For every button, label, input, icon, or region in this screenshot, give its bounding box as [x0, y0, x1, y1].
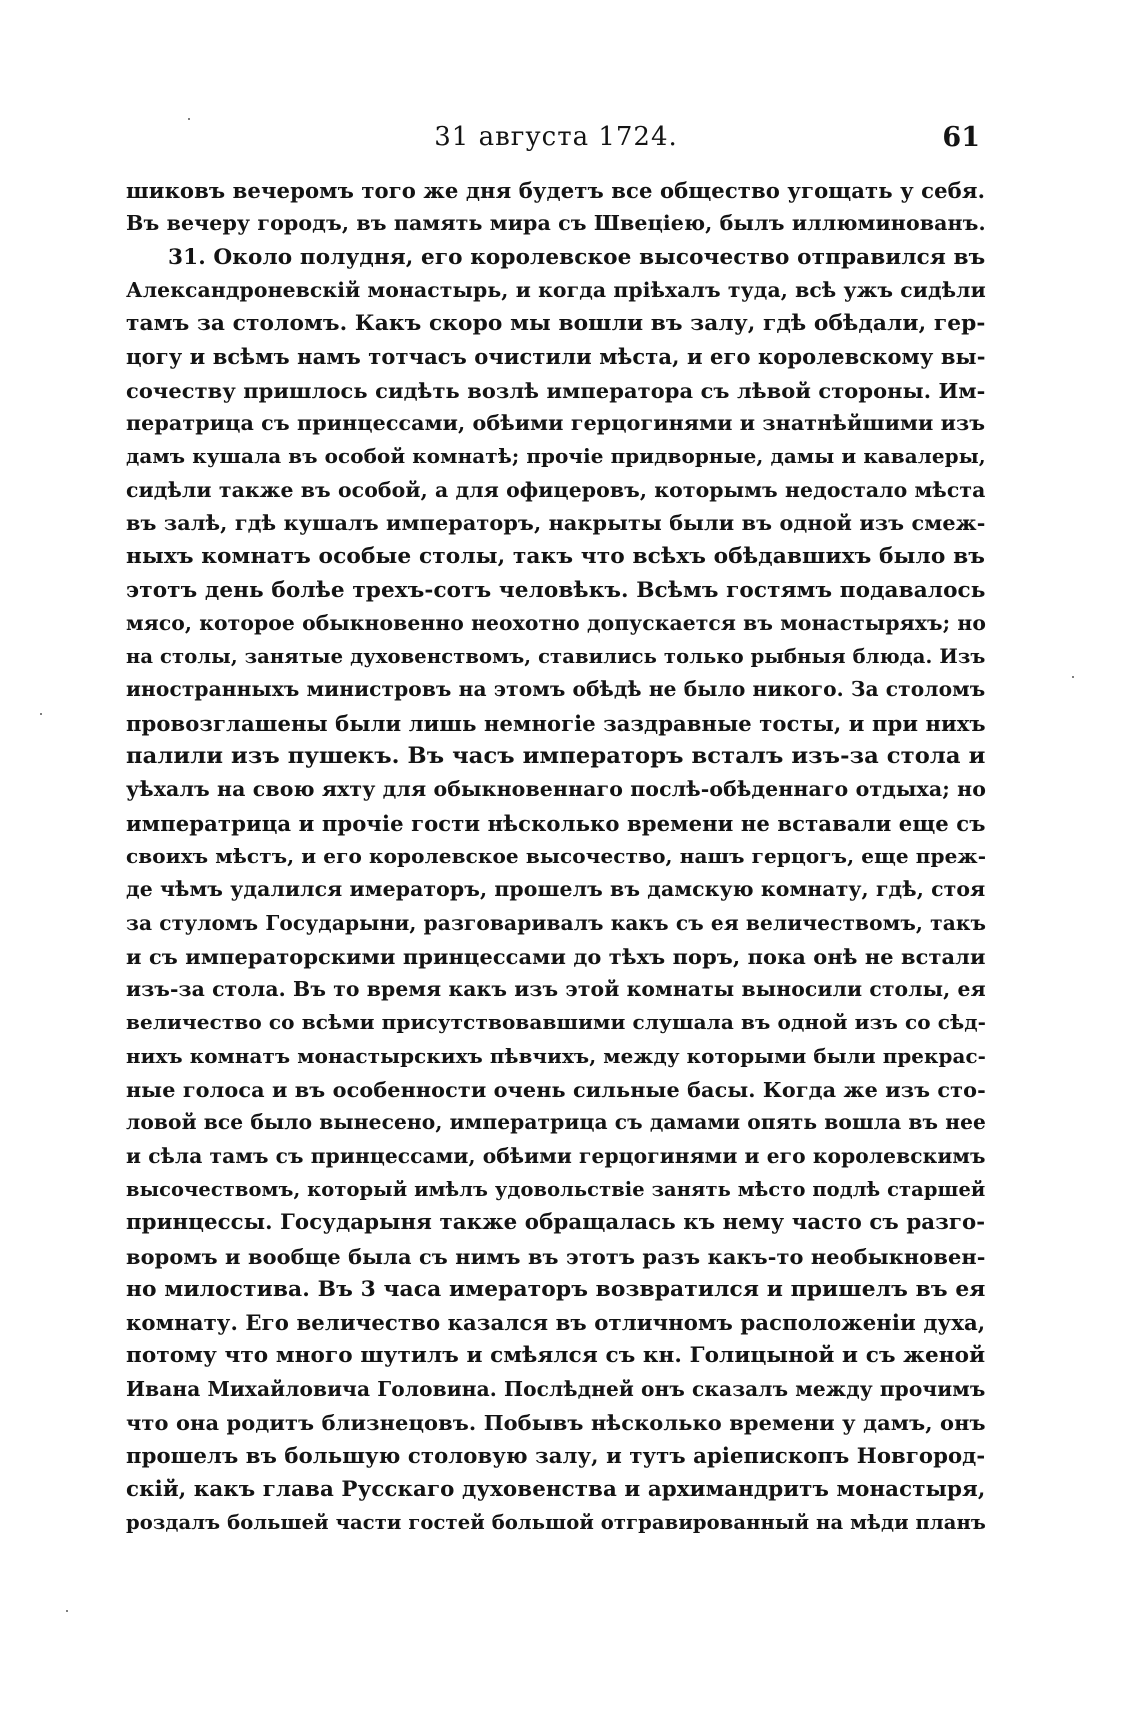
page-number: 61: [942, 122, 980, 153]
text-line: прошелъ въ большую столовую залу, и тутъ арiепископъ Новгород-: [126, 1443, 986, 1469]
text-line: но милостива. Въ 3 часа имераторъ возвратился и пришелъ въ ея: [126, 1276, 986, 1302]
scan-speck: [188, 118, 190, 120]
scan-speck: [1072, 676, 1074, 678]
text-line: Въ вечеру городъ, въ память мира съ Швецiею, былъ иллюминованъ.: [126, 211, 986, 236]
text-line: потому что много шутилъ и смѣялся съ кн. Голицыной и съ женой: [126, 1343, 986, 1369]
text-line: Александроневскiй монастырь, и когда прiѣхалъ туда, всѣ ужъ сидѣли: [126, 277, 986, 302]
text-line: сочеству пришлось сидѣть возлѣ императора съ лѣвой стороны. Им-: [126, 377, 986, 403]
text-line: комнату. Его величество казался въ отличномъ расположенiи духа,: [126, 1310, 986, 1336]
text-line: императрица и прочiе гости нѣсколько времени не вставали еще съ: [126, 810, 986, 836]
text-line: изъ-за стола. Въ то время какъ изъ этой комнаты выносили столы, ея: [126, 977, 986, 1002]
running-header: [132, 122, 980, 162]
text-line: ператрица съ принцессами, обѣими герцогинями и знатнѣйшими изъ: [126, 411, 986, 436]
text-line: своихъ мѣстъ, и его королевское высочество, нашъ герцогъ, еще преж-: [126, 843, 987, 868]
text-line: де чѣмъ удалился имераторъ, прошелъ въ дамскую комнату, гдѣ, стоя: [126, 877, 986, 902]
text-line: шиковъ вечеромъ того же дня будетъ все общество угощать у себя.: [126, 178, 986, 203]
text-line: нихъ комнатъ монастырскихъ пѣвчихъ, между которыми были прекрас-: [126, 1043, 986, 1068]
text-line: роздалъ большей части гостей большой отгравированный на мѣди планъ: [126, 1510, 986, 1534]
text-line: уѣхалъ на свою яхту для обыкновеннаго послѣ-обѣденнаго отдыха; но: [126, 777, 987, 802]
text-line: воромъ и вообще была съ нимъ въ этотъ разъ какъ-то необыкновен-: [126, 1243, 986, 1269]
text-line: ныхъ комнатъ особые столы, такъ что всѣхъ обѣдавшихъ было въ: [126, 544, 985, 570]
text-line: высочествомъ, который имѣлъ удовольствiе занять мѣсто подлѣ старшей: [126, 1177, 986, 1201]
header-title: 31 августа 1724.: [434, 122, 678, 152]
text-line: цогу и всѣмъ намъ тотчасъ очистили мѣста, и его королевскому вы-: [126, 344, 986, 370]
text-line: дамъ кушала въ особой комнатѣ; прочiе придворные, дамы и кавалеры,: [126, 444, 986, 469]
body-text: [126, 174, 987, 1539]
text-line: провозглашены были лишь немногiе заздравные тосты, и при нихъ: [126, 710, 986, 736]
text-line: мясо, которое обыкновенно неохотно допускается въ монастыряхъ; но: [126, 610, 986, 635]
text-line: палили изъ пушекъ. Въ часъ императоръ всталъ изъ-за стола и: [126, 743, 986, 770]
paragraph-start-line: 31. Около полудня, его королевское высочество отправился въ: [168, 244, 986, 270]
text-line: этотъ день болѣе трехъ-сотъ человѣкъ. Всѣмъ гостямъ подавалось: [126, 577, 986, 603]
scan-speck: [66, 1610, 68, 1612]
text-line: иностранныхъ министровъ на этомъ обѣдѣ не было никого. За столомъ: [126, 677, 986, 702]
text-line: на столы, занятые духовенствомъ, ставились только рыбныя блюда. Изъ: [126, 645, 986, 669]
text-line: за стуломъ Государыни, разговаривалъ какъ съ ея величествомъ, такъ: [126, 910, 987, 935]
text-line: тамъ за столомъ. Какъ скоро мы вошли въ залу, гдѣ обѣдали, гер-: [126, 311, 986, 337]
text-line: и съ императорскими принцессами до тѣхъ поръ, пока онѣ не встали: [126, 943, 986, 969]
text-line: принцессы. Государыня также обращалась къ нему часто съ разго-: [126, 1210, 986, 1236]
text-line: въ залѣ, гдѣ кушалъ императоръ, накрыты были въ одной изъ смеж-: [126, 510, 986, 535]
text-line: величество со всѣми присутствовавшими слушала въ одной изъ со сѣд-: [126, 1010, 987, 1035]
text-line: ловой все было вынесено, императрица съ дамами опять вошла въ нее: [126, 1110, 986, 1135]
scan-speck: [40, 713, 42, 715]
text-line: Ивана Михайловича Головина. Послѣдней онъ сказалъ между прочимъ: [126, 1376, 986, 1401]
text-line: сидѣли также въ особой, а для офицеровъ, которымъ недостало мѣста: [126, 477, 986, 502]
text-line: ные голоса и въ особенности очень сильные басы. Когда же изъ сто-: [126, 1077, 986, 1103]
text-line: и сѣла тамъ съ принцессами, обѣими герцогинями и его королевскимъ: [126, 1143, 986, 1168]
text-line: что она родитъ близнецовъ. Побывъ нѣсколько времени у дамъ, онъ: [126, 1409, 986, 1435]
text-line: скiй, какъ глава Русскаго духовенства и архимандритъ монастыря,: [126, 1476, 986, 1502]
